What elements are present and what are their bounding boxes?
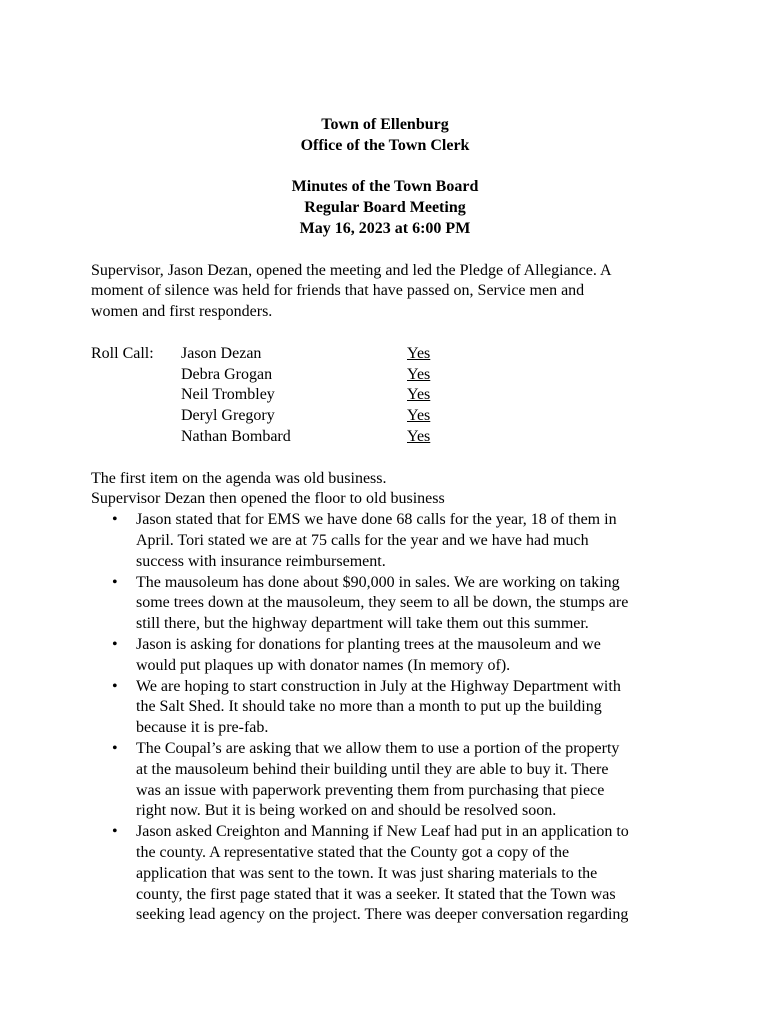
- roll-call-member-vote: Yes: [407, 365, 431, 383]
- roll-call-member-name: Debra Grogan: [181, 365, 273, 383]
- bullet-icon: •: [112, 823, 118, 841]
- list-item-line: some trees down at the mausoleum, they seem to all be down, the stumps are: [136, 594, 629, 612]
- list-item-line: still there, but the highway department will take them out this summer.: [136, 615, 589, 633]
- list-item-line: was an issue with paperwork preventing them from purchasing that piece: [136, 781, 605, 799]
- list-item-line: Jason is asking for donations for planting trees at the mausoleum and we: [136, 635, 601, 653]
- list-item-line: The mausoleum has done about $90,000 in sales. We are working on taking: [136, 573, 620, 591]
- town-name: Town of Ellenburg: [321, 116, 449, 133]
- list-item-line: Jason stated that for EMS we have done 68 calls for the year, 18 of them in: [136, 511, 617, 529]
- list-item-line: county, the first page stated that it was a seeker. It stated that the Town was: [136, 885, 616, 903]
- spacer: [91, 323, 691, 344]
- list-item-line: the Salt Shed. It should take no more than a month to put up the building: [136, 698, 602, 716]
- list-item-line: The Coupal’s are asking that we allow them to use a portion of the property: [136, 739, 620, 757]
- bullet-icon: •: [112, 635, 118, 653]
- bullet-icon: •: [112, 677, 118, 695]
- list-item-line: April. Tori stated we are at 75 calls for the year and we have had much: [136, 531, 589, 549]
- list-item-line: success with insurance reimbursement.: [136, 552, 386, 570]
- old-business-list: [91, 510, 691, 926]
- document-page: [91, 115, 691, 926]
- list-item: [91, 822, 691, 926]
- roll-call-label: Roll Call:: [91, 344, 154, 362]
- roll-call-member-name: Nathan Bombard: [181, 427, 291, 445]
- spacer: [91, 240, 691, 261]
- opening-line: moment of silence was held for friends that have passed on, Service men and: [91, 282, 585, 300]
- roll-call-member-name: Neil Trombley: [181, 386, 275, 404]
- roll-call-member-vote: Yes: [407, 407, 431, 425]
- list-item: [91, 510, 691, 572]
- document-title: Minutes of the Town Board: [291, 178, 479, 196]
- list-item-line: because it is pre-fab.: [136, 719, 269, 737]
- bullet-icon: •: [112, 739, 118, 757]
- document-header: [91, 115, 679, 240]
- list-item: [91, 635, 691, 677]
- roll-call-member-vote: Yes: [407, 386, 431, 404]
- list-item-line: We are hoping to start construction in July at the Highway Department with: [136, 677, 621, 695]
- roll-call-member-name: Jason Dezan: [181, 344, 262, 362]
- list-item: [91, 677, 691, 739]
- agenda-line: The first item on the agenda was old business.: [91, 469, 387, 487]
- roll-call-member-name: Deryl Gregory: [181, 407, 275, 425]
- spacer: [91, 448, 691, 469]
- list-item: [91, 739, 691, 822]
- list-item-line: seeking lead agency on the project. There was deeper conversation regarding: [136, 906, 629, 924]
- list-item-line: Jason asked Creighton and Manning if New Leaf had put in an application to: [136, 823, 629, 841]
- list-item-line: would put plaques up with donator names (In memory of).: [136, 656, 511, 674]
- bullet-icon: •: [112, 573, 118, 591]
- list-item: [91, 573, 691, 635]
- list-item-line: right now. But it is being worked on and should be resolved soon.: [136, 802, 557, 820]
- agenda-paragraph: [91, 469, 691, 511]
- opening-line: women and first responders.: [91, 303, 273, 321]
- roll-call-member-vote: Yes: [407, 427, 431, 445]
- meeting-type: Regular Board Meeting: [304, 199, 466, 217]
- roll-call-member-vote: Yes: [407, 344, 431, 362]
- meeting-date: May 16, 2023 at 6:00 PM: [299, 219, 471, 237]
- bullet-icon: •: [112, 511, 118, 529]
- list-item-line: at the mausoleum behind their building until they are able to buy it. There: [136, 760, 609, 778]
- list-item-line: the county. A representative stated that the County got a copy of the: [136, 843, 570, 861]
- header-spacer: [91, 157, 679, 178]
- list-item-line: application that was sent to the town. It was just sharing materials to the: [136, 864, 598, 882]
- agenda-line: Supervisor Dezan then opened the floor to old business: [91, 490, 445, 508]
- roll-call: [91, 344, 691, 448]
- office-name: Office of the Town Clerk: [300, 136, 470, 154]
- opening-paragraph: [91, 261, 691, 323]
- opening-line: Supervisor, Jason Dezan, opened the meeting and led the Pledge of Allegiance. A: [91, 261, 612, 279]
